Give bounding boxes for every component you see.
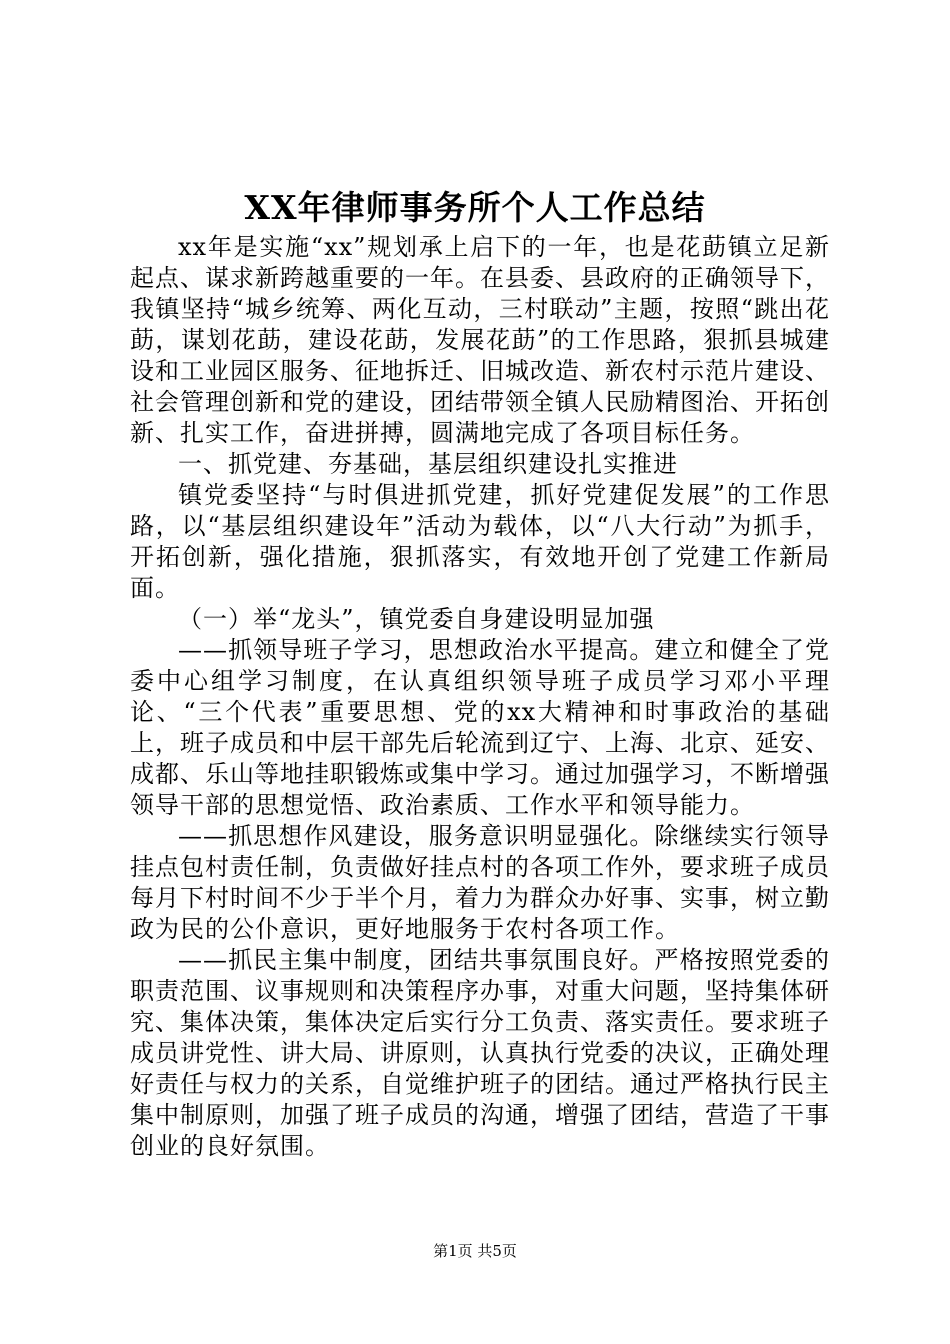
- subsection-heading-1: （一）举“龙头”，镇党委自身建设明显加强: [178, 605, 655, 633]
- section-heading-1: 一、抓党建、夯基础，基层组织建设扎实推进: [178, 450, 678, 478]
- document-body: [130, 232, 830, 1162]
- paragraph-democratic-centralism: ——抓民主集中制度，团结共事氛围良好。严格按照党委的职责范围、议事规则和决策程序办事，对重大问题，坚持集体研究、集体决策，集体决定后实行分工负责、落实责任。要求班子成员讲党性、讲大局、讲原则，认真执行党委的决议，正确处理好责任与权力的关系，自觉维护班子的团结。通过严格执行民主集中制原则，加强了班子成员的沟通，增强了团结，营造了干事创业的良好氛围。: [130, 946, 830, 1160]
- paragraph-work-style: ——抓思想作风建设，服务意识明显强化。除继续实行领导挂点包村责任制，负责做好挂点村的各项工作外，要求班子成员每月下村时间不少于半个月，着力为群众办好事、实事，树立勤政为民的公仆意识，更好地服务于农村各项工作。: [130, 822, 830, 943]
- paragraph-intro: xx年是实施“xx”规划承上启下的一年，也是花莇镇立足新起点、谋求新跨越重要的一年。在县委、县政府的正确领导下，我镇坚持“城乡统筹、两化互动，三村联动”主题，按照“跳出花莇，谋划花莇，建设花莇，发展花莇”的工作思路，狠抓县城建设和工业园区服务、征地拆迁、旧城改造、新农村示范片建设、社会管理创新和党的建设，团结带领全镇人民励精图治、开拓创新、扎实工作，奋进拼搏，圆满地完成了各项目标任务。: [130, 233, 830, 447]
- page-number-footer: 第1页 共5页: [433, 1242, 517, 1260]
- paragraph-leadership-study: ——抓领导班子学习，思想政治水平提高。建立和健全了党委中心组学习制度，在认真组织领导班子成员学习邓小平理论、“三个代表”重要思想、党的xx大精神和时事政治的基础上，班子成员和中层干部先后轮流到辽宁、上海、北京、延安、成都、乐山等地挂职锻炼或集中学习。通过加强学习，不断增强领导干部的思想觉悟、政治素质、工作水平和领导能力。: [130, 636, 830, 819]
- document-title: XX年律师事务所个人工作总结: [244, 188, 706, 227]
- paragraph-party-building: 镇党委坚持“与时俱进抓党建，抓好党建促发展”的工作思路，以“基层组织建设年”活动为载体，以“八大行动”为抓手，开拓创新，强化措施，狠抓落实，有效地开创了党建工作新局面。: [130, 481, 830, 602]
